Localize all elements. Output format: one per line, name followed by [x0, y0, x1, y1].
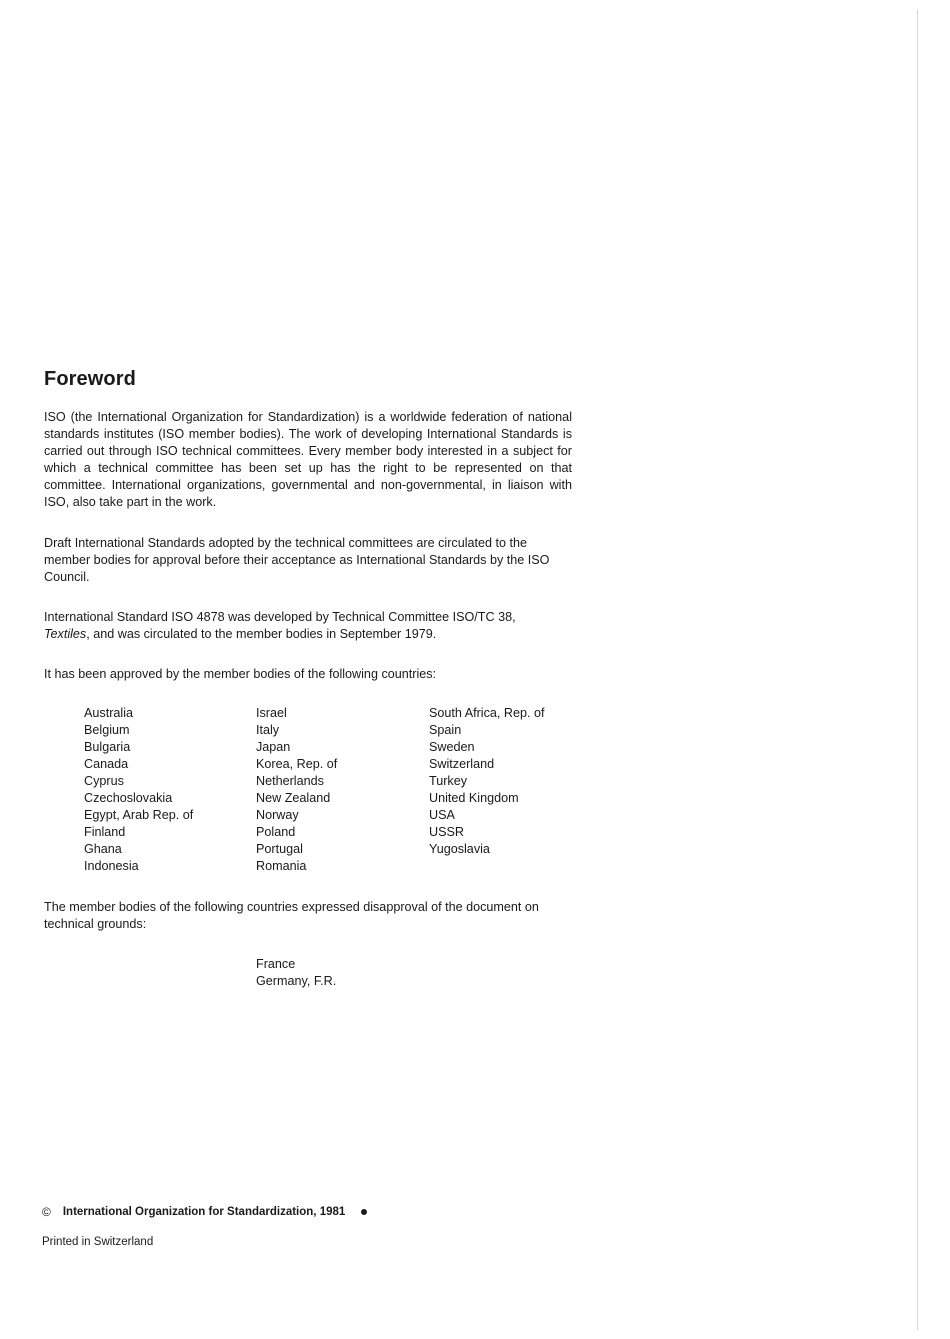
printed-in-note: Printed in Switzerland: [42, 1236, 154, 1248]
approving-countries-column-2: [256, 705, 337, 875]
country-item: Japan: [256, 740, 291, 754]
country-item: Czechoslovakia: [84, 791, 173, 805]
country-item: Germany, F.R.: [256, 974, 337, 988]
country-item: Indonesia: [84, 859, 139, 873]
country-item: Yugoslavia: [429, 842, 490, 856]
country-item: Spain: [429, 723, 462, 737]
foreword-paragraph-5: The member bodies of the following countries expressed disapproval of the document on technical grounds:: [44, 900, 539, 931]
page-title: Foreword: [44, 368, 136, 390]
country-item: Romania: [256, 859, 307, 873]
country-item: Italy: [256, 723, 280, 737]
copyright-text: International Organization for Standardization, 1981: [62, 1206, 346, 1218]
country-item: Switzerland: [429, 757, 495, 771]
country-item: France: [256, 957, 296, 971]
country-item: South Africa, Rep. of: [429, 706, 545, 720]
country-item: Bulgaria: [84, 740, 131, 754]
country-item: Australia: [84, 706, 133, 720]
paragraph-3-text-b: , and was circulated to the member bodies in September 1979.: [86, 627, 437, 641]
country-item: United Kingdom: [429, 791, 519, 805]
foreword-paragraph-3: [44, 609, 572, 643]
bullet-dot-icon: [361, 1209, 367, 1215]
committee-name: Textiles: [44, 627, 87, 641]
disapproving-countries-list: [256, 956, 336, 990]
country-item: Turkey: [429, 774, 468, 788]
foreword-paragraph-2: Draft International Standards adopted by the technical committees are circulated to the member bodies for approval before their acceptance as International Standards by the ISO Council.: [44, 536, 550, 584]
foreword-paragraph-1: ISO (the International Organization for Standardization) is a worldwide federation of national standards institutes (ISO member bodies). The work of developing International Standards is carried out through ISO technical committees. Every member body interested in a subject for which a technical committee has been set up has the right to be represented on that committee. International organizations, governmental and non-governmental, in liaison with ISO, also take part in the work.: [44, 410, 572, 509]
country-item: USA: [429, 808, 455, 822]
country-item: Egypt, Arab Rep. of: [84, 808, 194, 822]
page-edge-line: [917, 10, 918, 1330]
foreword-paragraph-4: It has been approved by the member bodies of the following countries:: [44, 667, 437, 681]
country-item: Poland: [256, 825, 296, 839]
country-item: Portugal: [256, 842, 303, 856]
country-item: Sweden: [429, 740, 475, 754]
country-item: USSR: [429, 825, 464, 839]
country-item: Ghana: [84, 842, 122, 856]
paragraph-3-text-a: International Standard ISO 4878 was developed by Technical Committee ISO/TC 38,: [44, 610, 516, 624]
country-item: Norway: [256, 808, 299, 822]
country-item: Israel: [256, 706, 287, 720]
country-item: Korea, Rep. of: [256, 757, 338, 771]
country-item: Canada: [84, 757, 129, 771]
country-item: Cyprus: [84, 774, 124, 788]
copyright-icon: ©: [42, 1205, 51, 1219]
approving-countries-column-1: [84, 705, 193, 875]
country-item: Finland: [84, 825, 126, 839]
country-item: Netherlands: [256, 774, 324, 788]
country-item: New Zealand: [256, 791, 331, 805]
copyright-line: [42, 1205, 367, 1219]
country-item: Belgium: [84, 723, 130, 737]
approving-countries-column-3: [429, 705, 545, 858]
